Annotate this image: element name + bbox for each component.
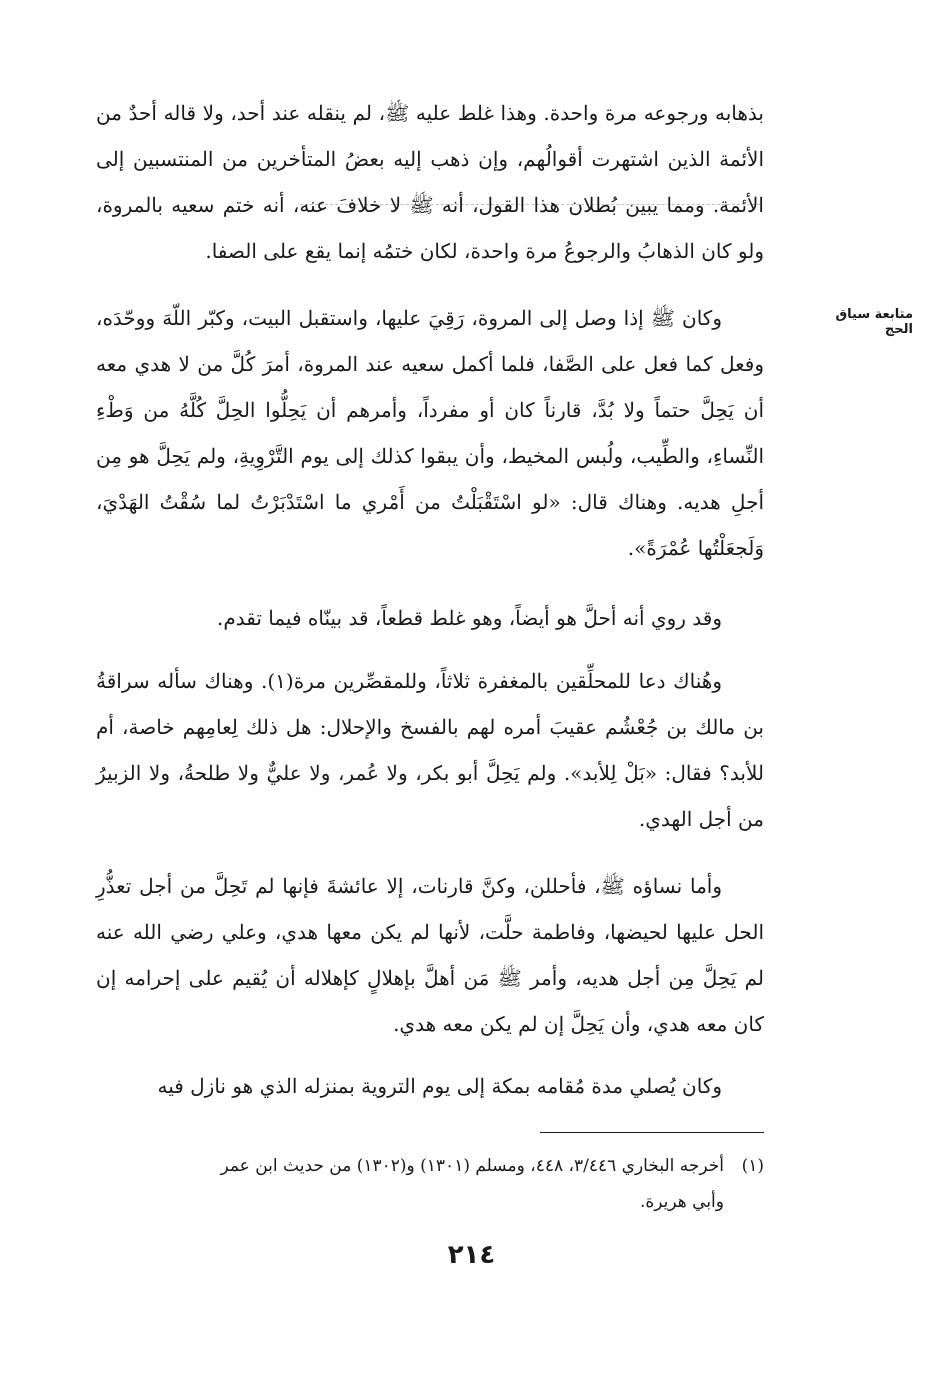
footnote-number: (١)	[741, 1156, 764, 1176]
paragraph-4	[96, 658, 764, 842]
page-number: ٢١٤	[447, 1240, 496, 1270]
margin-heading: متابعة سياق الحج	[835, 307, 913, 337]
footnote-line-2: وأبي هريرة.	[639, 1192, 724, 1212]
paragraph-3	[96, 595, 764, 641]
paragraph-5	[96, 863, 764, 1047]
paragraph-text: وكان يُصلي مدة مُقامه بمكة إلى يوم التروية بمنزله الذي هو نازل فيه	[157, 1074, 722, 1098]
paragraph-text: وأما نساؤه ﷺ، فأحللن، وكنَّ قارنات، إلا عائشةَ فإنها لم تَحِلَّ من أجل تعذُّرِ الحل عليها لحيضها، وفاطمة حلَّت، لأنها لم يكن معها هدي، وعلي رضي الله عنه لم يَحِلَّ مِن أجل هديه، وأمر ﷺ مَن أهلَّ بإهلالٍ كإهلاله أن يُقيم على إحرامه إن كان معه هدي، وأن يَحِلَّ إن لم يكن معه هدي.	[96, 874, 764, 1036]
paragraph-2	[96, 295, 764, 571]
paragraph-text: بذهابه ورجوعه مرة واحدة. وهذا غلط عليه ﷺ، لم ينقله عند أحد، ولا قاله أحدٌ من الأئمة الذين اشتهرت أقوالُهم، وإن ذهب إليه بعضُ المتأخرين من المنتسبين إلى الأئمة. ومما يبين بُطلان هذا القول، أنه ﷺ لا خلافَ عنه، أنه ختم سعيه بالمروة، ولو كان الذهابُ والرجوعُ مرة واحدة، لكان ختمُه إنما يقع على الصفا.	[96, 101, 764, 263]
paragraph-text: وقد روي أنه أحلَّ هو أيضاً، وهو غلط قطعاً، قد بينّاه فيما تقدم.	[217, 606, 722, 630]
paragraph-text: وكان ﷺ إذا وصل إلى المروة، رَقِيَ عليها، واستقبل البيت، وكبّر اللّهَ ووحّدَه، وفعل كما فعل على الصَّفا، فلما أكمل سعيه عند المروة، أمرَ كُلَّ من لا هدي معه أن يَحِلَّ حتماً ولا بُدَّ، قارناً كان أو مفرداً، وأمرهم أن يَحِلُّوا الحِلَّ كُلَّهُ من وَطْءِ النِّساءِ، والطِّيب، ولُبس المخيط، وأن يبقوا كذلك إلى يوم التَّرْوِيةِ، ولم يَحِلَّ هو مِن أجلِ هديه. وهناك قال: «لو اسْتَقْبَلْتُ من أَمْري ما اسْتَدْبَرْتُ لما سُقْتُ الهَدْيَ، وَلَجعَلْتُها عُمْرَةً».	[96, 306, 764, 560]
paragraph-1	[96, 90, 764, 274]
footnote	[90, 1148, 764, 1220]
footnote-line-1: أخرجه البخاري ٣/٤٤٦، ٤٤٨، ومسلم (١٣٠١) و(١٣٠٢) من حديث ابن عمر	[220, 1156, 724, 1176]
paragraph-6	[96, 1063, 764, 1109]
footnote-divider	[540, 1132, 764, 1133]
paragraph-text: وهُناك دعا للمحلِّقين بالمغفرة ثلاثاً، وللمقصِّرين مرة(١). وهناك سأله سراقةُ بن مالك بن جُعْشُم عقيبَ أمره لهم بالفسخ والإحلال: هل ذلك لِعامِهم خاصة، أم للأبد؟ فقال: «بَلْ لِلأبد». ولم يَحِلَّ أبو بكر، ولا عُمر، ولا عليٌّ ولا طلحةُ، ولا الزبيرُ من أجل الهدي.	[96, 669, 764, 831]
